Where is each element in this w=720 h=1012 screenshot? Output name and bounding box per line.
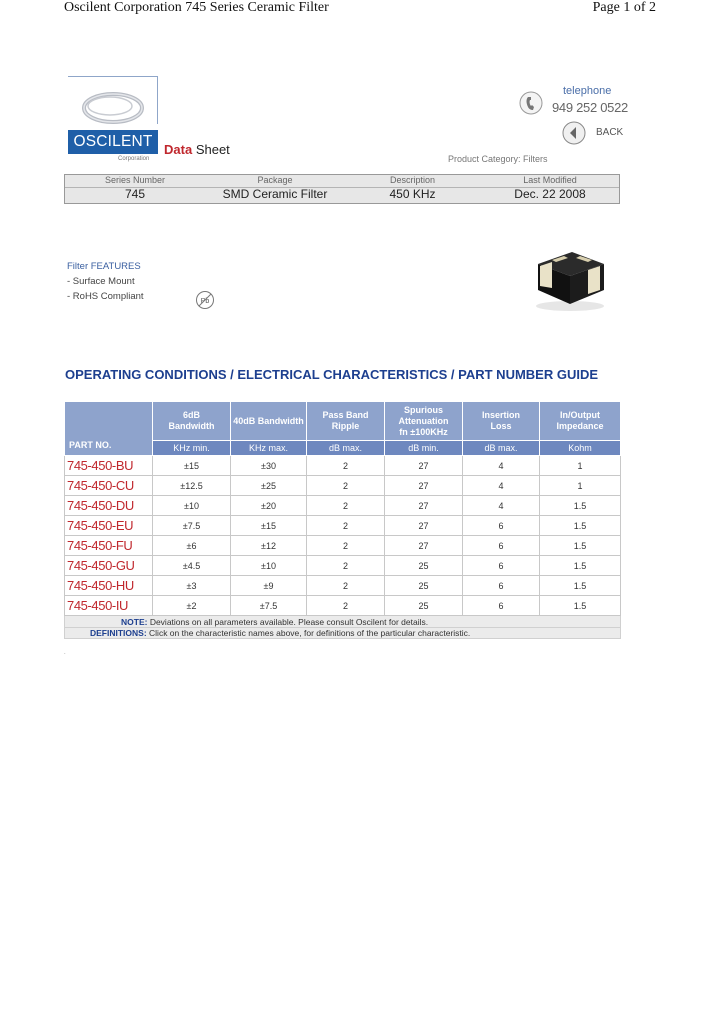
back-link[interactable]: BACK xyxy=(596,127,624,138)
logo-ring-icon xyxy=(80,88,146,128)
summary-description xyxy=(345,175,480,203)
logo-frame-top xyxy=(68,76,158,77)
definitions-text: Click on the characteristic names above, for definitions of the particular characteristic. xyxy=(146,628,471,638)
table-cell: 25 xyxy=(385,576,463,596)
summary-last-modified xyxy=(480,175,620,203)
table-cell: ±30 xyxy=(231,456,307,476)
summary-value: 450 KHz xyxy=(389,187,436,201)
summary-value: SMD Ceramic Filter xyxy=(222,187,328,201)
oscilent-logo[interactable] xyxy=(68,76,160,164)
table-cell: 27 xyxy=(385,516,463,536)
column-unit: dB max. xyxy=(307,441,385,456)
table-cell: ±10 xyxy=(231,556,307,576)
note-cell xyxy=(65,616,621,628)
feature-item: - RoHS Compliant xyxy=(67,291,144,302)
table-cell: 27 xyxy=(385,536,463,556)
table-row xyxy=(65,596,621,616)
table-cell: 6 xyxy=(463,556,540,576)
table-cell: 1.5 xyxy=(540,516,621,536)
column-header-label: Pass Band Ripple xyxy=(322,410,369,431)
table-cell: ±6 xyxy=(153,536,231,556)
table-cell: 1.5 xyxy=(540,556,621,576)
feature-item: - Surface Mount xyxy=(67,276,135,287)
table-cell: 2 xyxy=(307,456,385,476)
column-header-6db-bandwidth[interactable] xyxy=(153,402,231,441)
table-row xyxy=(65,516,621,536)
table-row xyxy=(65,576,621,596)
summary-label: Series Number xyxy=(104,175,166,185)
logo-corporation: Corporation xyxy=(118,156,150,162)
part-number-link[interactable]: 745-450-IU xyxy=(65,596,153,616)
table-cell: ±7.5 xyxy=(153,516,231,536)
part-number-link[interactable]: 745-450-GU xyxy=(65,556,153,576)
column-header-pass-band-ripple[interactable] xyxy=(307,402,385,441)
column-header-40db-bandwidth[interactable] xyxy=(231,402,307,441)
page-header-title: Oscilent Corporation 745 Series Ceramic Filter xyxy=(64,0,329,15)
summary-package xyxy=(205,175,345,203)
summary-value: 745 xyxy=(124,187,146,201)
table-cell: 1.5 xyxy=(540,596,621,616)
lead-free-mark: Pb xyxy=(200,298,210,305)
column-unit: dB min. xyxy=(385,441,463,456)
table-row xyxy=(65,476,621,496)
table-cell: 1 xyxy=(540,476,621,496)
part-number-link[interactable]: 745-450-HU xyxy=(65,576,153,596)
table-cell: 4 xyxy=(463,476,540,496)
part-number-table xyxy=(64,401,621,639)
features-title: Filter FEATURES xyxy=(67,261,141,272)
table-cell: 27 xyxy=(385,496,463,516)
table-cell: 2 xyxy=(307,576,385,596)
table-cell: 1.5 xyxy=(540,576,621,596)
table-cell: ±7.5 xyxy=(231,596,307,616)
column-header-part-no: PART NO. xyxy=(65,402,153,456)
note-text: Deviations on all parameters available. Please consult Oscilent for details. xyxy=(147,617,429,627)
part-number-link[interactable]: 745-450-FU xyxy=(65,536,153,556)
table-cell: 2 xyxy=(307,496,385,516)
logo-frame-right xyxy=(157,76,158,124)
part-number-link[interactable]: 745-450-EU xyxy=(65,516,153,536)
table-row xyxy=(65,536,621,556)
table-cell: 4 xyxy=(463,496,540,516)
table-cell: 6 xyxy=(463,576,540,596)
table-cell: 2 xyxy=(307,536,385,556)
back-arrow-icon[interactable] xyxy=(562,121,586,145)
product-category: Product Category: Filters xyxy=(448,154,548,164)
table-cell: 4 xyxy=(463,456,540,476)
footer-mark: . xyxy=(64,650,66,656)
column-unit: dB max. xyxy=(463,441,540,456)
column-header-label: In/Output Impedance xyxy=(556,410,604,431)
summary-value: Dec. 22 2008 xyxy=(514,187,586,201)
telephone-number[interactable]: 949 252 0522 xyxy=(552,100,628,115)
table-cell: 6 xyxy=(463,516,540,536)
table-cell: ±12 xyxy=(231,536,307,556)
table-cell: ±4.5 xyxy=(153,556,231,576)
definitions-label: DEFINITIONS: xyxy=(90,628,147,638)
table-cell: 2 xyxy=(307,516,385,536)
column-header-impedance[interactable] xyxy=(540,402,621,441)
note-label: NOTE: xyxy=(121,617,148,627)
column-header-label: 6dB Bandwidth xyxy=(168,410,215,431)
ceramic-filter-image xyxy=(530,246,608,312)
table-cell: 25 xyxy=(385,596,463,616)
table-cell: 2 xyxy=(307,476,385,496)
column-header-label: Insertion Loss xyxy=(481,410,520,431)
table-cell: 27 xyxy=(385,476,463,496)
column-unit: Kohm xyxy=(540,441,621,456)
telephone-label: telephone xyxy=(563,85,612,97)
column-header-label: Spurious Attenuation fn ±100KHz xyxy=(398,404,449,437)
table-cell: ±20 xyxy=(231,496,307,516)
column-header-label: 40dB Bandwidth xyxy=(233,415,304,426)
datasheet-title xyxy=(164,142,230,157)
table-cell: 1 xyxy=(540,456,621,476)
lead-free-icon xyxy=(195,290,215,310)
summary-label: Last Modified xyxy=(523,175,577,185)
table-row xyxy=(65,556,621,576)
table-cell: 2 xyxy=(307,556,385,576)
summary-series xyxy=(65,175,205,203)
note-row xyxy=(65,616,621,628)
column-header-spurious-attenuation[interactable] xyxy=(385,402,463,441)
table-cell: 25 xyxy=(385,556,463,576)
table-cell: 1.5 xyxy=(540,536,621,556)
table-cell: 2 xyxy=(307,596,385,616)
summary-table xyxy=(64,174,620,204)
table-cell: ±3 xyxy=(153,576,231,596)
summary-label: Description xyxy=(389,175,436,185)
table-cell: 6 xyxy=(463,596,540,616)
section-title: OPERATING CONDITIONS / ELECTRICAL CHARACTERISTICS / PART NUMBER GUIDE xyxy=(65,367,599,382)
table-cell: ±2 xyxy=(153,596,231,616)
datasheet-title-data: Data xyxy=(164,142,193,157)
definitions-row xyxy=(65,628,621,639)
part-number-link[interactable]: 745-450-CU xyxy=(65,476,153,496)
table-cell: 6 xyxy=(463,536,540,556)
part-number-link[interactable]: 745-450-BU xyxy=(65,456,153,476)
page-number: Page 1 of 2 xyxy=(592,0,656,15)
definitions-cell xyxy=(65,628,621,639)
table-cell: ±15 xyxy=(153,456,231,476)
table-row xyxy=(65,456,621,476)
logo-brand: OSCILENT xyxy=(68,130,158,154)
table-cell: ±10 xyxy=(153,496,231,516)
table-cell: ±9 xyxy=(231,576,307,596)
column-unit: KHz max. xyxy=(231,441,307,456)
table-cell: 1.5 xyxy=(540,496,621,516)
table-cell: ±25 xyxy=(231,476,307,496)
table-cell: ±15 xyxy=(231,516,307,536)
telephone-icon[interactable] xyxy=(519,90,543,116)
column-unit: KHz min. xyxy=(153,441,231,456)
datasheet-title-sheet: Sheet xyxy=(195,142,230,157)
part-number-link[interactable]: 745-450-DU xyxy=(65,496,153,516)
column-header-insertion-loss[interactable] xyxy=(463,402,540,441)
table-cell: 27 xyxy=(385,456,463,476)
summary-label: Package xyxy=(257,175,293,185)
table-row xyxy=(65,496,621,516)
table-cell: ±12.5 xyxy=(153,476,231,496)
